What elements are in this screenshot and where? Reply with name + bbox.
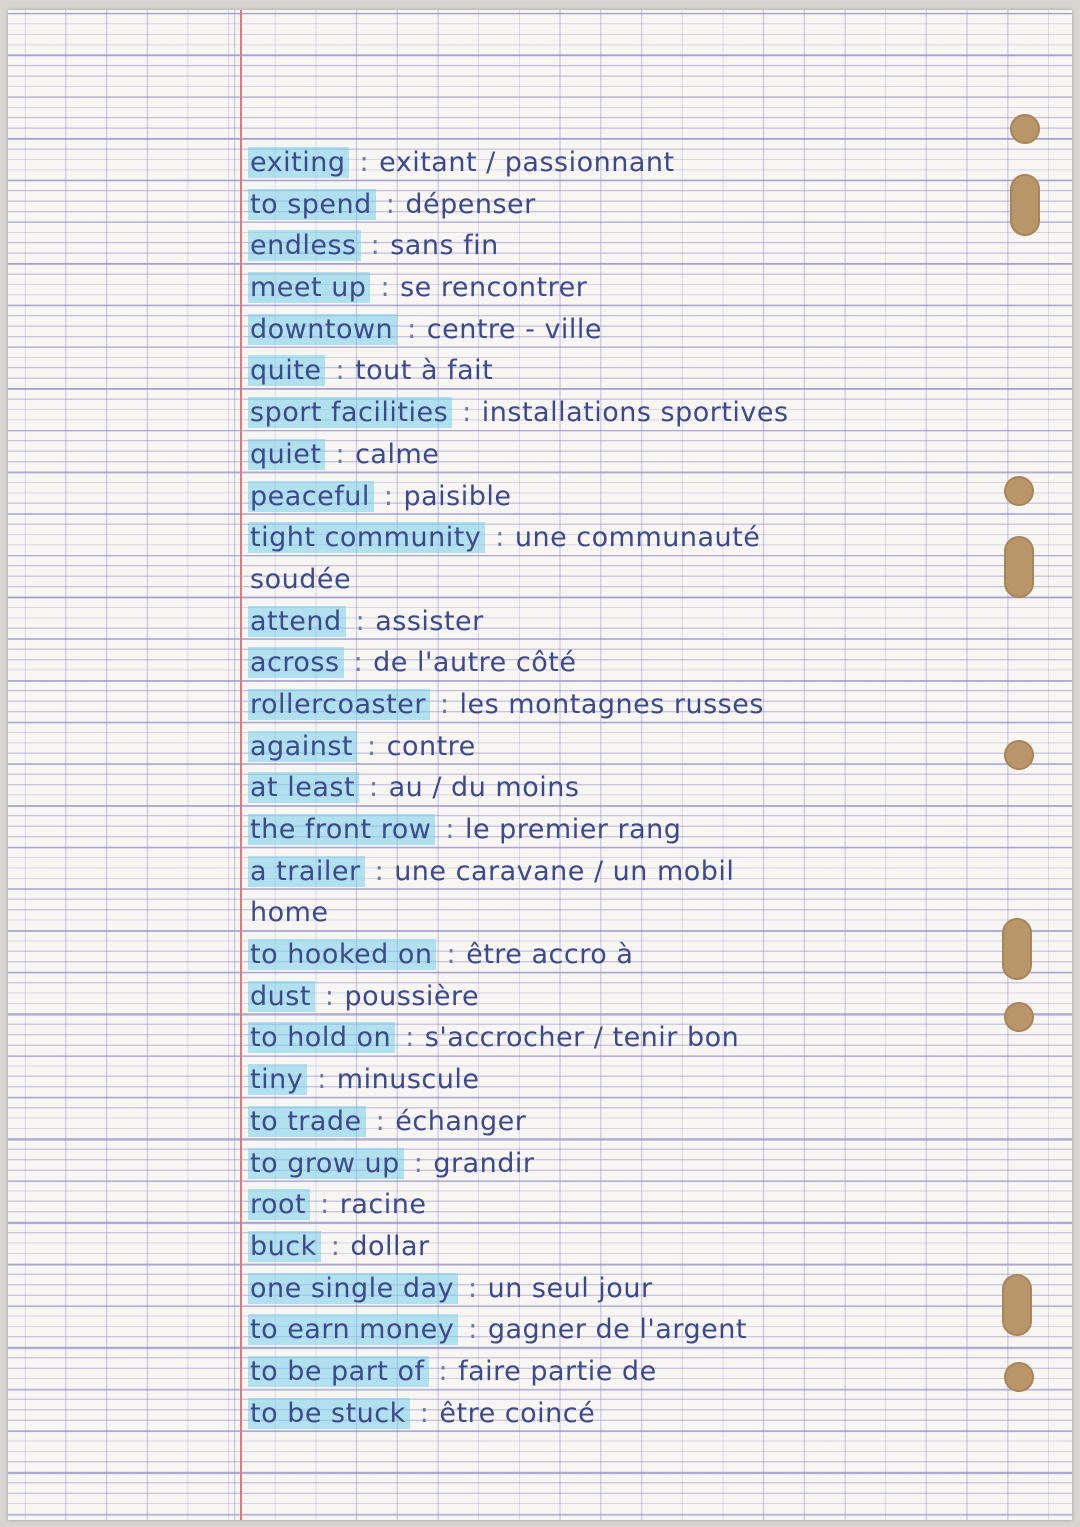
english-term: one single day	[248, 1273, 458, 1304]
english-term: across	[248, 647, 344, 678]
french-definition: s'accrocher / tenir bon	[424, 1022, 740, 1054]
vocab-entry	[248, 1184, 1058, 1226]
english-term: against	[248, 731, 357, 762]
french-definition: calme	[355, 438, 440, 470]
separator: :	[468, 1314, 478, 1346]
separator: :	[367, 730, 377, 762]
definition-continuation: soudée	[250, 563, 352, 595]
english-term: to hooked on	[248, 939, 436, 970]
french-definition: poussière	[344, 980, 480, 1012]
english-term: tight community	[248, 522, 485, 553]
english-term: quite	[248, 355, 325, 386]
french-definition: tout à fait	[355, 355, 494, 387]
separator: :	[330, 1230, 341, 1262]
vocab-continuation	[248, 559, 1058, 601]
vocab-entry	[248, 601, 1058, 643]
french-definition: être coincé	[439, 1397, 596, 1429]
vocab-entry	[248, 225, 1058, 267]
english-term: to trade	[248, 1106, 366, 1137]
english-term: the front row	[248, 814, 435, 845]
separator: :	[495, 522, 505, 554]
french-definition: assister	[375, 605, 484, 637]
english-term: meet up	[248, 272, 370, 303]
separator: :	[405, 1022, 415, 1054]
english-term: tiny	[248, 1064, 307, 1095]
separator: :	[324, 980, 335, 1012]
vocab-entry	[248, 434, 1058, 476]
french-definition: sans fin	[390, 230, 499, 262]
vocab-entry	[248, 350, 1058, 392]
english-term: to spend	[248, 189, 376, 220]
binder-hole	[1010, 114, 1040, 144]
separator: :	[369, 772, 379, 804]
vocab-entry	[248, 517, 1058, 559]
french-definition: grandir	[433, 1147, 535, 1179]
vocab-entry	[248, 309, 1058, 351]
french-definition: exitant / passionnant	[379, 147, 675, 178]
french-definition: contre	[386, 730, 476, 762]
vocab-entry	[248, 184, 1058, 226]
separator: :	[462, 397, 472, 429]
notebook-page	[8, 10, 1072, 1520]
english-term: root	[248, 1189, 310, 1220]
separator: :	[446, 939, 457, 971]
separator: :	[385, 188, 396, 220]
separator: :	[413, 1147, 424, 1179]
english-term: to be stuck	[248, 1398, 410, 1429]
french-definition: centre - ville	[426, 313, 603, 345]
french-definition: installations sportives	[481, 397, 789, 429]
french-definition: le premier rang	[464, 814, 682, 845]
separator: :	[383, 480, 394, 512]
english-term: to grow up	[248, 1148, 404, 1179]
separator: :	[370, 230, 381, 262]
separator: :	[380, 272, 391, 304]
english-term: a trailer	[248, 856, 365, 887]
french-definition: une communauté	[514, 522, 761, 554]
vocab-entry	[248, 392, 1058, 434]
english-term: rollercoaster	[248, 689, 430, 720]
french-definition: au / du moins	[388, 772, 580, 804]
french-definition: les montagnes russes	[459, 688, 764, 720]
vocab-entry	[248, 642, 1058, 684]
vocab-entry	[248, 1309, 1058, 1351]
french-definition: racine	[339, 1189, 427, 1221]
vocab-entry	[248, 1059, 1058, 1101]
separator: :	[317, 1064, 327, 1096]
french-definition: faire partie de	[458, 1355, 657, 1387]
english-term: quiet	[248, 439, 325, 470]
french-definition: paisible	[403, 480, 512, 512]
english-term: dust	[248, 981, 315, 1012]
french-definition: une caravane / un mobil	[394, 855, 735, 887]
vocab-entry	[248, 1143, 1058, 1185]
english-term: attend	[248, 606, 346, 637]
separator: :	[468, 1272, 478, 1304]
english-term: endless	[248, 230, 361, 261]
vocab-continuation	[248, 892, 1058, 934]
vocab-entry	[248, 684, 1058, 726]
english-term: buck	[248, 1231, 321, 1262]
vocab-entry	[248, 851, 1058, 893]
english-term: peaceful	[248, 481, 374, 512]
french-definition: un seul jour	[487, 1272, 653, 1304]
french-definition: être accro à	[466, 939, 634, 971]
separator: :	[419, 1397, 430, 1429]
separator: :	[438, 1355, 449, 1387]
vocab-entry	[248, 976, 1058, 1018]
vocab-entry	[248, 1226, 1058, 1268]
french-definition: se rencontrer	[400, 272, 588, 304]
english-term: exiting	[248, 147, 349, 178]
separator: :	[320, 1189, 330, 1221]
vocabulary-list	[248, 142, 1058, 1434]
french-definition: dollar	[350, 1230, 430, 1262]
margin-line	[240, 10, 242, 1520]
english-term: downtown	[248, 314, 397, 345]
vocab-entry	[248, 1017, 1058, 1059]
vocab-entry	[248, 809, 1058, 851]
separator: :	[439, 688, 450, 720]
vocab-entry	[248, 142, 1058, 184]
french-definition: minuscule	[336, 1064, 480, 1096]
vocab-entry	[248, 1393, 1058, 1435]
separator: :	[335, 438, 346, 470]
separator: :	[353, 647, 364, 679]
vocab-entry	[248, 1351, 1058, 1393]
separator: :	[445, 814, 455, 845]
french-definition: gagner de l'argent	[487, 1314, 747, 1346]
english-term: to be part of	[248, 1356, 429, 1387]
english-term: at least	[248, 772, 359, 803]
vocab-entry	[248, 476, 1058, 518]
vocab-entry	[248, 934, 1058, 976]
english-term: to earn money	[248, 1314, 458, 1345]
separator: :	[335, 355, 346, 387]
vocab-entry	[248, 267, 1058, 309]
vocab-entry	[248, 767, 1058, 809]
english-term: to hold on	[248, 1022, 395, 1053]
french-definition: échanger	[395, 1105, 527, 1137]
vocab-entry	[248, 1101, 1058, 1143]
separator: :	[355, 605, 366, 637]
definition-continuation: home	[250, 897, 329, 929]
french-definition: dépenser	[405, 188, 536, 220]
separator: :	[374, 855, 385, 887]
vocab-entry	[248, 726, 1058, 768]
separator: :	[375, 1105, 386, 1137]
vocab-entry	[248, 1268, 1058, 1310]
french-definition: de l'autre côté	[373, 647, 577, 679]
separator: :	[359, 147, 370, 178]
separator: :	[407, 313, 417, 345]
english-term: sport facilities	[248, 397, 452, 428]
